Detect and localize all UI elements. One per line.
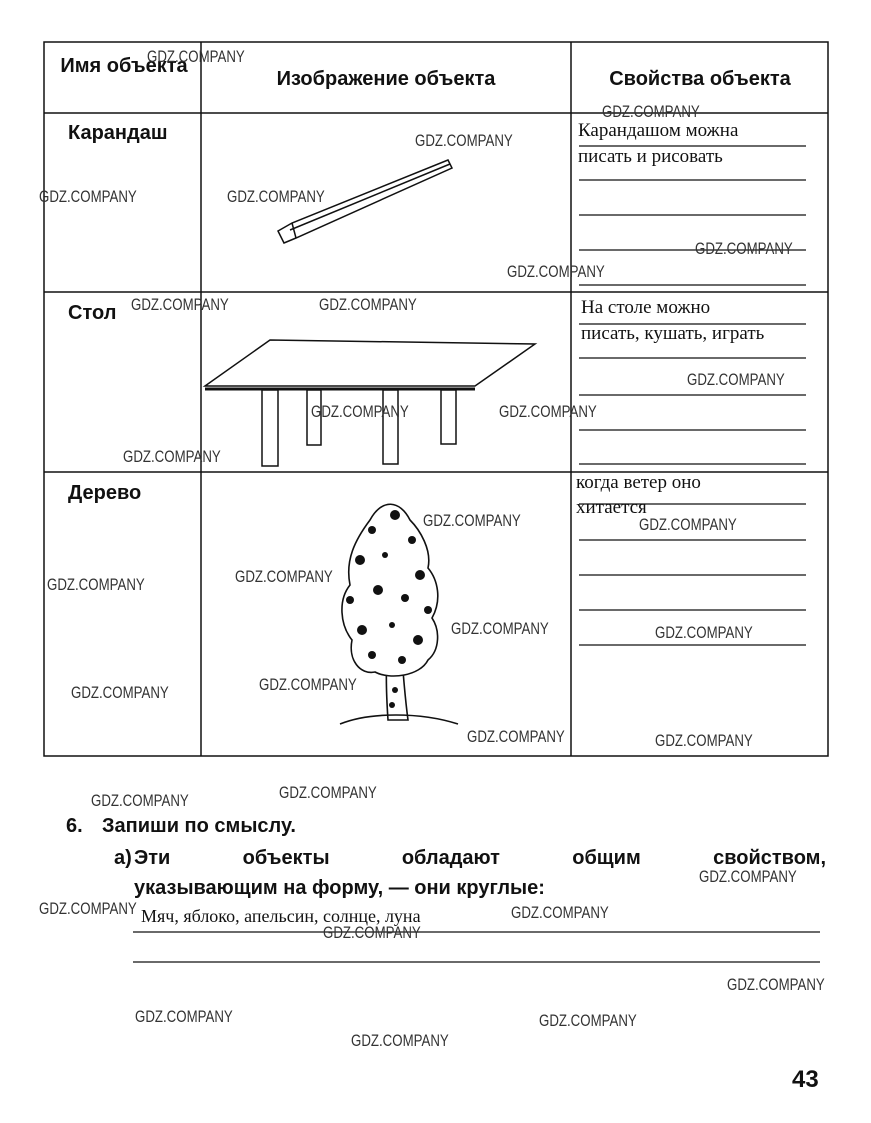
watermark: GDZ.COMPANY [319, 295, 417, 314]
task-word: общим [572, 847, 641, 869]
watermark: GDZ.COMPANY [415, 131, 513, 150]
answer-pencil-line1: Карандашом можна [578, 120, 739, 141]
row-name-table: Стол [68, 302, 117, 324]
watermark: GDZ.COMPANY [451, 619, 549, 638]
answer-tree-line1: когда ветер оно [576, 472, 701, 493]
task-line2: указывающим на форму, — они круглые: [134, 877, 545, 899]
header-image: Изображение объекта [276, 68, 496, 90]
watermark: GDZ.COMPANY [131, 295, 229, 314]
watermark: GDZ.COMPANY [259, 675, 357, 694]
watermark: GDZ.COMPANY [351, 1031, 449, 1050]
watermark: GDZ.COMPANY [227, 187, 325, 206]
watermark: GDZ.COMPANY [687, 370, 785, 389]
watermark: GDZ.COMPANY [511, 903, 609, 922]
task-answer: Мяч, яблоко, апельсин, солнце, луна [141, 906, 421, 926]
watermark: GDZ.COMPANY [639, 515, 737, 534]
watermark: GDZ.COMPANY [602, 102, 700, 121]
watermark: GDZ.COMPANY [91, 791, 189, 810]
page-number: 43 [792, 1066, 819, 1093]
answer-table-line2: писать, кушать, играть [581, 323, 765, 344]
task-number: 6. [66, 815, 83, 837]
watermark: GDZ.COMPANY [423, 511, 521, 530]
task-word: Эти [134, 847, 171, 869]
watermark: GDZ.COMPANY [699, 867, 797, 886]
watermark: GDZ.COMPANY [323, 923, 421, 942]
watermark: GDZ.COMPANY [279, 783, 377, 802]
watermark: GDZ.COMPANY [147, 47, 245, 66]
task-sub-label: а) [114, 847, 132, 869]
answer-pencil-line2: писать и рисовать [578, 146, 723, 167]
header-properties: Свойства объекта [609, 68, 791, 90]
watermark: GDZ.COMPANY [655, 623, 753, 642]
watermark: GDZ.COMPANY [39, 899, 137, 918]
watermark: GDZ.COMPANY [655, 731, 753, 750]
answer-table-line1: На столе можно [581, 297, 711, 318]
watermark: GDZ.COMPANY [727, 975, 825, 994]
answer-tree-line2: хитается [576, 497, 647, 518]
row-name-tree: Дерево [68, 482, 142, 504]
header-name: Имя объекта [60, 55, 188, 77]
watermark: GDZ.COMPANY [539, 1011, 637, 1030]
watermark: GDZ.COMPANY [499, 402, 597, 421]
watermark: GDZ.COMPANY [47, 575, 145, 594]
watermark: GDZ.COMPANY [467, 727, 565, 746]
task-word: объекты [242, 847, 330, 869]
watermark: GDZ.COMPANY [135, 1007, 233, 1026]
watermark: GDZ.COMPANY [695, 239, 793, 258]
watermark: GDZ.COMPANY [123, 447, 221, 466]
task-word: обладают [401, 847, 500, 869]
task-title: Запиши по смыслу. [102, 815, 296, 837]
row-name-pencil: Карандаш [68, 122, 168, 144]
watermark: GDZ.COMPANY [311, 402, 409, 421]
watermark: GDZ.COMPANY [507, 262, 605, 281]
task-word: свойством, [713, 847, 826, 869]
watermark: GDZ.COMPANY [71, 683, 169, 702]
watermark: GDZ.COMPANY [235, 567, 333, 586]
tree-drawing [340, 504, 458, 724]
watermark: GDZ.COMPANY [39, 187, 137, 206]
